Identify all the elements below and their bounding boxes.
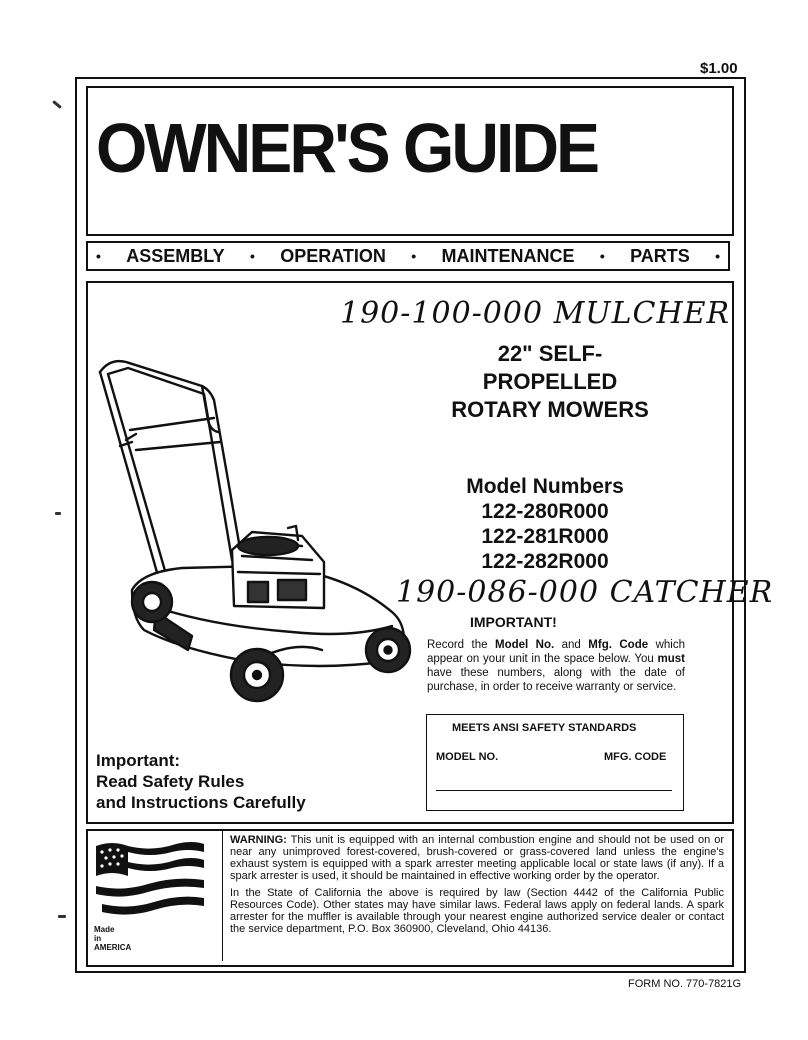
record-mfg-code: Mfg. Code: [588, 639, 649, 651]
product-line-2: PROPELLED: [482, 369, 618, 394]
made-in-america-label: [94, 925, 131, 952]
model-numbers-heading: Model Numbers: [466, 475, 624, 498]
american-flag-icon: [92, 836, 208, 926]
warning-paragraph-2: In the State of California the above is required by law (Section 4442 of the California Public Resources Code). Other states may have similar laws. Federal laws apply on federal lands. A spark arrester for the muffler is available through your nearest engine authorized service dealer or contact the service department, P.O. Box 360900, Cleveland, Ohio 44136.: [230, 887, 724, 935]
model-no-label: MODEL NO.: [436, 751, 499, 763]
warning-label: WARNING:: [230, 834, 287, 846]
model-number: 122-282R000: [481, 550, 609, 573]
page-title: OWNER'S GUIDE: [96, 109, 598, 187]
product-title: [420, 340, 680, 424]
made-line-1: Made: [94, 925, 115, 934]
important-heading: IMPORTANT!: [470, 614, 557, 630]
bullet: •: [411, 248, 417, 264]
safety-notice: [96, 750, 306, 813]
bullet: •: [599, 248, 605, 264]
handwritten-catcher-note: 190-086-000 CATCHER: [396, 575, 774, 610]
scan-mark: [52, 100, 62, 109]
topic-maintenance: MAINTENANCE: [441, 245, 575, 266]
model-numbers: [430, 474, 660, 574]
topic-parts: PARTS: [630, 245, 690, 266]
ansi-title: MEETS ANSI SAFETY STANDARDS: [452, 722, 637, 734]
made-line-2: in: [94, 934, 102, 943]
warning-text: [230, 834, 724, 940]
record-must: must: [657, 653, 685, 665]
mfg-code-label: MFG. CODE: [604, 751, 667, 763]
warning-paragraph-1: This unit is equipped with an internal combustion engine and should not be used on or near any unimproved forest-covered, brush-covered or grass-covered land unless the engine's exhaust system is equipped with a spark arrester meeting applicable local or state laws (if any). If a spark arrester is used, it should be maintained in effective working order by the operator.: [230, 834, 724, 882]
safety-line-2: Read Safety Rules: [96, 772, 245, 791]
lawn-mower-illustration: [92, 350, 422, 720]
scan-mark: [58, 915, 66, 918]
record-text: Record the: [427, 639, 495, 651]
record-model-no: Model No.: [494, 639, 555, 651]
scan-mark: [55, 512, 61, 515]
topics-bar: [86, 241, 730, 271]
made-line-3: AMERICA: [94, 943, 132, 952]
form-number: FORM NO. 770-7821G: [628, 978, 742, 990]
safety-line-3: and Instructions Carefully: [96, 793, 306, 812]
bullet: •: [249, 248, 255, 264]
price-label: $1.00: [700, 60, 738, 77]
record-text: which appear on your unit in the space below. You: [427, 639, 685, 665]
product-line-3: ROTARY MOWERS: [451, 397, 649, 422]
record-text: and: [554, 639, 589, 651]
record-instructions: [427, 638, 685, 694]
topic-assembly: ASSEMBLY: [126, 245, 225, 266]
record-text: have these numbers, along with the date of purchase, in order to receive warranty or service.: [427, 667, 685, 693]
model-number: 122-280R000: [481, 500, 609, 523]
product-line-1: 22" SELF-: [497, 341, 603, 366]
bullet: •: [96, 248, 101, 264]
topic-operation: OPERATION: [280, 245, 386, 266]
handwritten-mulcher-note: 190-100-000 MULCHER: [340, 296, 731, 331]
entry-line: [436, 790, 672, 791]
safety-line-1: Important:: [96, 751, 181, 770]
bullet: •: [715, 248, 720, 264]
model-number: 122-281R000: [481, 525, 609, 548]
